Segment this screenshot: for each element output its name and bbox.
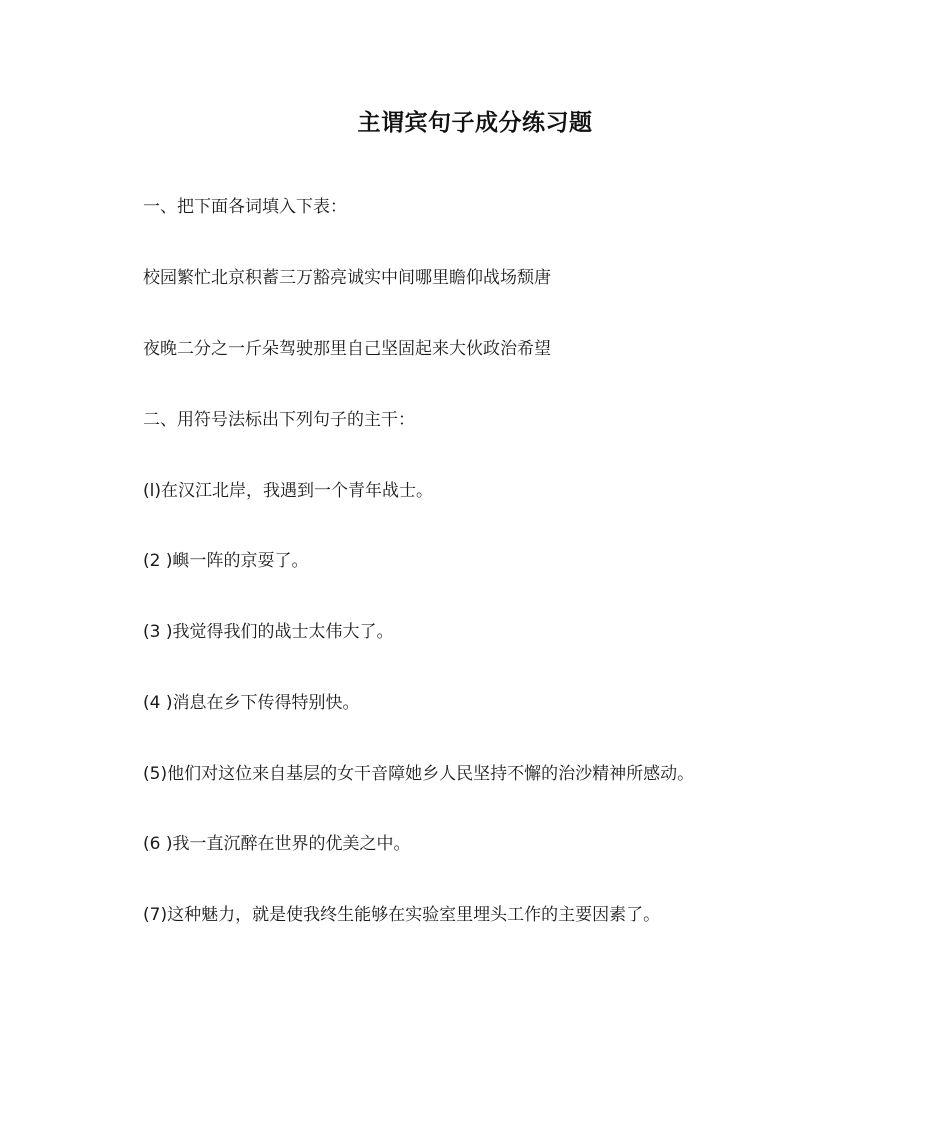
- sentence-1: (l)在汉江北岸，我遇到一个青年战士。: [143, 481, 433, 501]
- sentence-5: (5)他们对这位来自基层的女干音障她乡人民坚持不懈的治沙精神所感动。: [143, 764, 695, 784]
- section-1-heading: 一、把下面各词填入下表：: [143, 197, 347, 217]
- document-title: 主谓宾句子成分练习题: [357, 110, 593, 136]
- word-list-line-2: 夜晚二分之一斤朵驾驶那里自己坚固起来大伙政治希望: [143, 339, 551, 359]
- sentence-3: (3 )我觉得我们的战士太伟大了。: [143, 622, 394, 642]
- sentence-6: (6 )我一直沉醉在世界的优美之中。: [143, 834, 411, 854]
- sentence-2: (2 )嶼一阵的京耍了。: [143, 551, 309, 571]
- word-list-line-1: 校园繁忙北京积蓄三万豁亮诚实中间哪里瞻仰战场颓唐: [143, 268, 551, 288]
- section-2-heading: 二、用符号法标出下列句子的主干：: [143, 410, 415, 430]
- sentence-7: (7)这种魅力，就是使我终生能够在实验室里埋头工作的主要因素了。: [143, 905, 661, 925]
- sentence-4: (4 )消息在乡下传得特别快。: [143, 693, 360, 713]
